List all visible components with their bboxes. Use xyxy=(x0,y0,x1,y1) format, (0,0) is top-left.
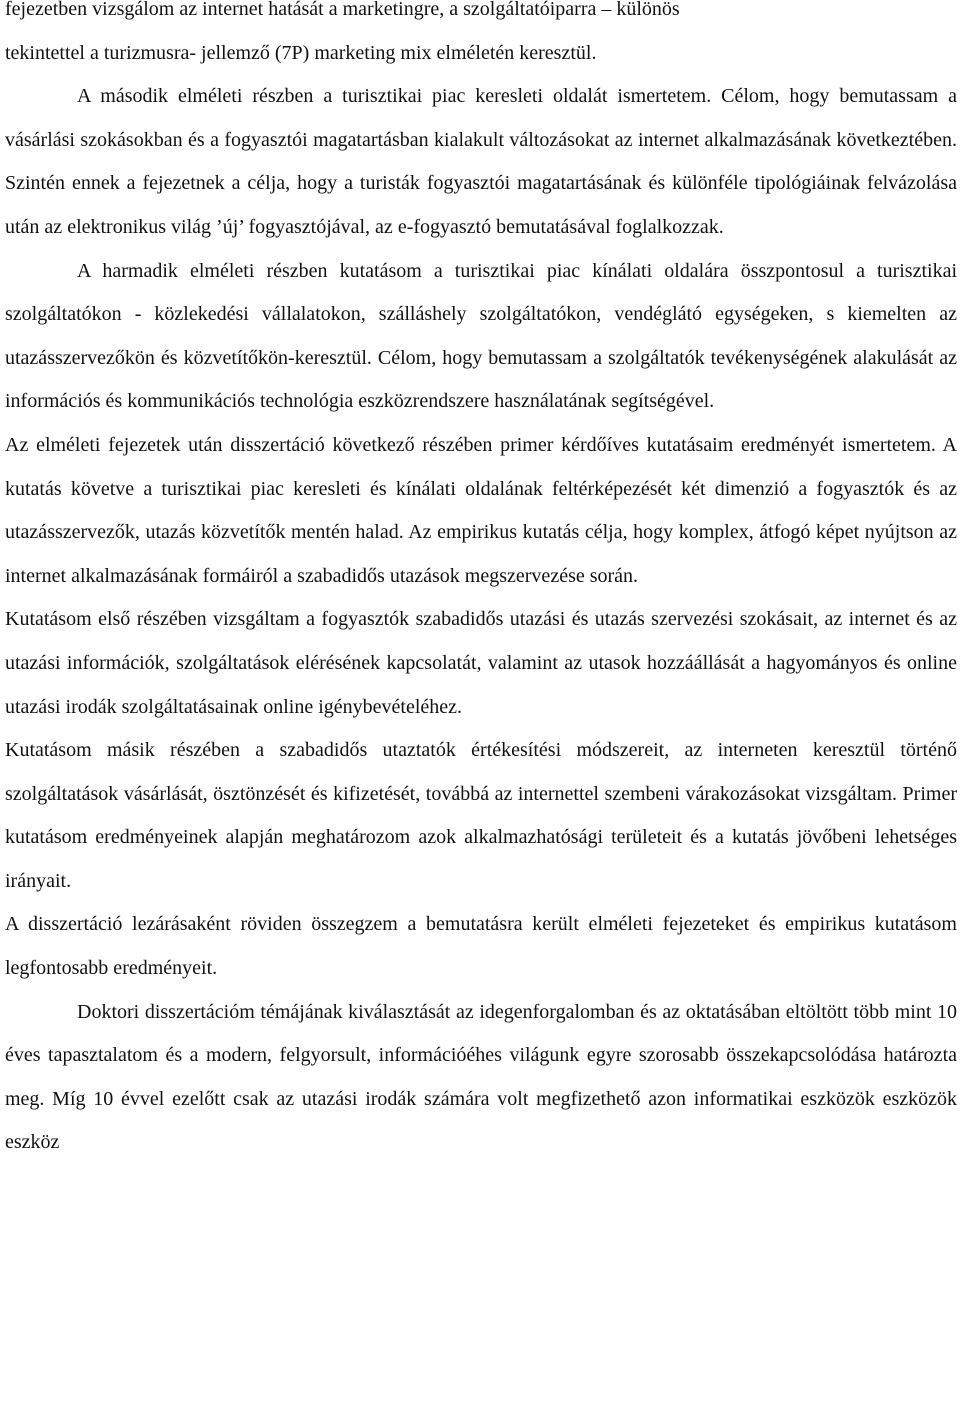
paragraph-7-text: A disszertáció lezárásaként röviden összegzem a bemutatásra került elméleti fejezeteket és empirikus kutatásom legfontosabb eredményeit. xyxy=(5,913,957,980)
paragraph-6-text: Kutatásom másik részében a szabadidős utaztatók értékesítési módszereit, az interneten keresztül történő szolgáltatások vásárlását, ösztönzését és kifizetését, továbbá az internettel szembeni várakozásokat vizsgáltam. Primer kutatásom eredményeinek alapján meghatározom azok alkalmazhatósági területeit és a kutatás jövőbeni lehetséges irányait. xyxy=(5,739,957,892)
paragraph-2-text: A második elméleti részben a turisztikai piac keresleti oldalát ismertetem. Célom, hogy bemutassam a vásárlási szokásokban és a fogyasztói magatartásban kialakult változásokat az internet alkalmazásának következtében. Szintén ennek a fejezetnek a célja, hogy a turisták fogyasztói magatartásának és különféle tipológiáinak felvázolása után az elektronikus világ ’új’ fogyasztójával, az e-fogyasztó bemutatásával foglalkozzak. xyxy=(5,85,957,238)
paragraph-7 xyxy=(5,903,957,990)
paragraph-2 xyxy=(5,75,957,249)
paragraph-4-text: Az elméleti fejezetek után disszertáció következő részében primer kérdőíves kutatásaim eredményét ismertetem. A kutatás követve a turisztikai piac keresleti és kínálati oldalának feltérképezését két dimenzió a fogyasztók és az utazásszervezők, utazás közvetítők mentén halad. Az empirikus kutatás célja, hogy komplex, átfogó képet nyújtson az internet alkalmazásának formáiról a szabadidős utazások megszervezése során. xyxy=(5,433,957,587)
paragraph-3 xyxy=(5,250,957,424)
paragraph-6 xyxy=(5,729,957,903)
paragraph-4 xyxy=(5,424,957,598)
paragraph-8-text: Doktori disszertációm témájának kiválasztását az idegenforgalomban és az oktatásában eltöltött több mint 10 éves tapasztalatom és a modern, felgyorsult, információéhes világunk egyre szorosabb összekapcsolódása határozta meg. Míg 10 évvel ezelőtt csak az utazási irodák számára volt megfizethető azon informatikai eszközök eszközök eszköz xyxy=(5,1000,957,1154)
paragraph-5 xyxy=(5,598,957,729)
paragraph-1 xyxy=(5,0,957,75)
paragraph-3-text: A harmadik elméleti részben kutatásom a turisztikai piac kínálati oldalára összpontosul a turisztikai szolgáltatókon - közlekedési vállalatokon, szálláshely szolgáltatókon, vendéglátó egységeken, s kiemelten az utazásszervezőkön és közvetítőkön-keresztül. Célom, hogy bemutassam a szolgáltatók tevékenységének alakulását az információs és kommunikációs technológia eszközrendszere használatának segítségével. xyxy=(5,259,957,413)
paragraph-5-text: Kutatásom első részében vizsgáltam a fogyasztók szabadidős utazási és utazás szervezési szokásait, az internet és az utazási információk, szolgáltatások elérésének kapcsolatát, valamint az utasok hozzáállását a hagyományos és online utazási irodák szolgáltatásainak online igénybevételéhez. xyxy=(5,608,957,718)
paragraph-1-line-1: fejezetben vizsgálom az internet hatását a marketingre, a szolgáltatóiparra – különös xyxy=(5,0,680,20)
paragraph-1-line-2: tekintettel a turizmusra- jellemző (7P) marketing mix elméletén keresztül. xyxy=(5,41,597,64)
paragraph-8 xyxy=(5,991,957,1165)
